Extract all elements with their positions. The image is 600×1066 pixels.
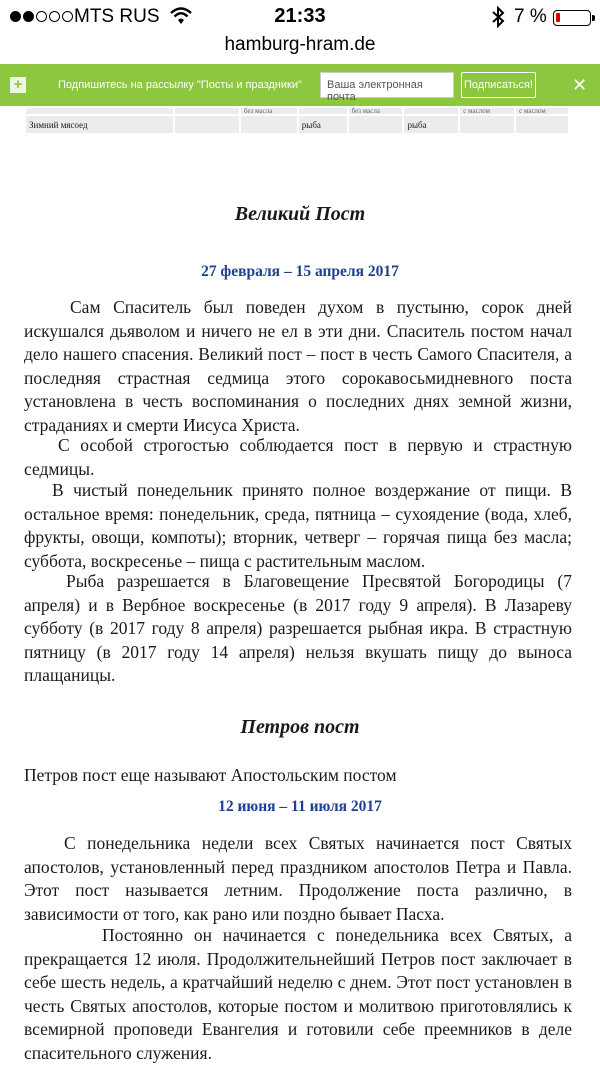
paragraph: Сам Спаситель был поведен духом в пустыню, сорок дней искушался дьяволом и ничего не ел в эти дни. Спаситель постом начал дело нашего спасения. Великий пост – пост в честь Самого Спасителя, а последняя страстная седмица этого сорокавосьмидневного поста установлена в честь воспоминания о последних днях земной жизни, страданиях и смерти Иисуса Христа. xyxy=(24,297,572,435)
battery-percentage: 7 % xyxy=(514,6,547,27)
paragraph: С понедельника недели всех Святых начинается пост Святых апостолов, установленный перед праздником апостолов Петра и Павла. Этот пост называется летним. Продолжение поста различно, в зависимости от того, как рано или поздно бывает Пасха. xyxy=(24,833,572,924)
subscribe-banner xyxy=(0,64,600,106)
battery-tip-icon xyxy=(592,15,595,21)
table-row: Зимний мясоед рыба рыба xyxy=(25,115,569,134)
close-icon[interactable]: ✕ xyxy=(572,75,588,95)
section-dates: 27 февраля – 15 апреля 2017 xyxy=(201,263,399,280)
section-dates: 12 июня – 11 июля 2017 xyxy=(218,798,382,815)
bluetooth-icon xyxy=(491,6,505,28)
paragraph: С особой строгостью соблюдается пост в первую и страстную седмицы. xyxy=(24,435,572,479)
section-title: Великий Пост xyxy=(234,203,366,225)
battery-icon xyxy=(553,10,591,26)
section-intro: Петров пост еще называют Апостольским постом xyxy=(24,765,397,785)
address-bar[interactable]: hamburg-hram.de xyxy=(224,34,376,55)
paragraph: В чистый понедельник принято полное воздержание от пищи. В остальное время: понедельник, среда, пятница – сухоядение (вода, хлеб, фрукты, овощи, компоты); вторник, четверг – горячая пища без масла; суббота, воскресенье – пища с растительным маслом. xyxy=(24,480,572,571)
status-bar xyxy=(0,0,600,34)
banner-text: Подпишитесь на рассылку "Посты и праздники" xyxy=(58,79,302,91)
carrier-name: MTS RUS xyxy=(74,6,160,27)
subscribe-button[interactable]: Подписаться! xyxy=(461,72,536,98)
paragraph: Рыба разрешается в Благовещение Пресвятой Богородицы (7 апреля) и в Вербное воскресенье (в 2017 году 9 апреля). В Лазареву субботу (в 2017 году 8 апреля) разрешается рыбная икра. В страстную пятницу (в 2017 году 14 апреля) нельзя вкушать пищу до выноса плащаницы. xyxy=(24,571,572,686)
clock: 21:33 xyxy=(274,5,326,27)
paragraph: Постоянно он начинается с понедельника всех Святых, а прекращается 12 июля. Продолжительнейший Петров пост заключает в себе шесть недель, а кратчайший неделю с днем. Этот пост установлен в честь Святых апостолов, которые постом и молитвою приготовлялись к всемирной проповеди Евангелия и готовили себе преемников в деле спасительного служения. xyxy=(24,925,572,1063)
plus-icon[interactable]: + xyxy=(10,77,26,93)
table-row: без масла без масла с маслом с маслом xyxy=(25,107,569,115)
fasting-table xyxy=(24,106,570,134)
section-title: Петров пост xyxy=(240,716,360,738)
email-input[interactable]: Ваша электронная почта xyxy=(320,72,454,98)
